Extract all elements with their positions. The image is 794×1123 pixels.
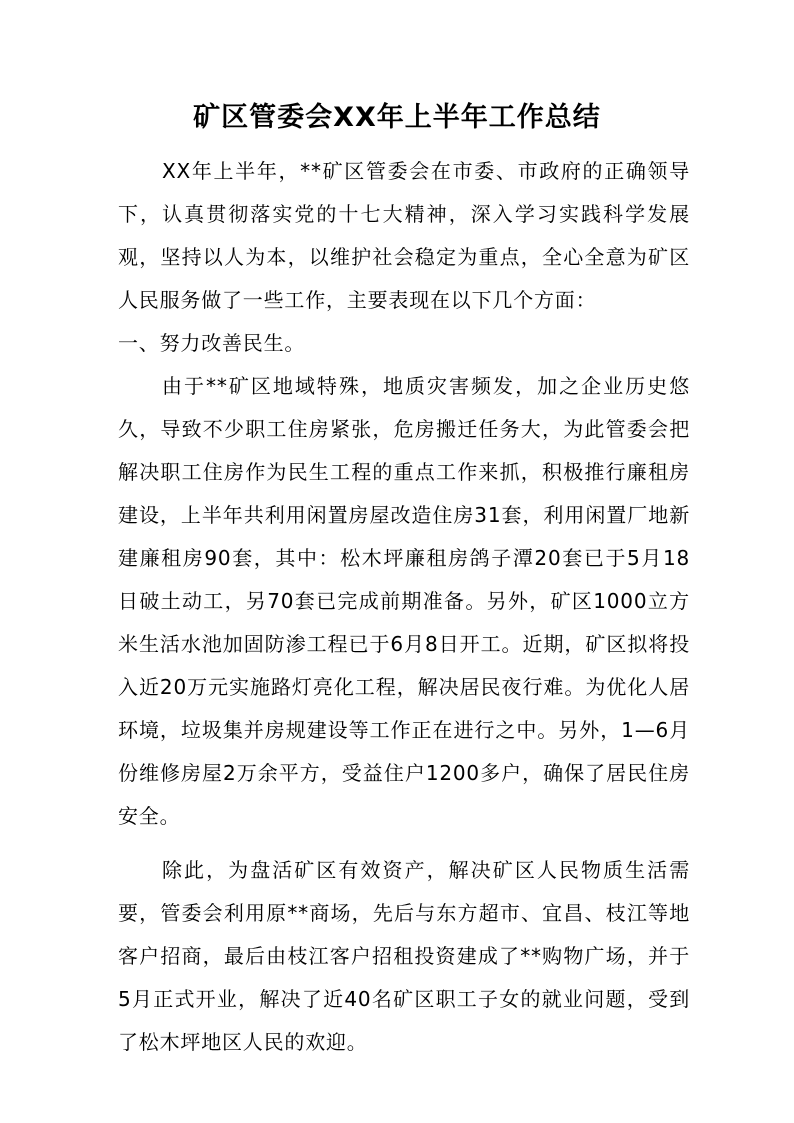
commerce-paragraph: 除此，为盘活矿区有效资产，解决矿区人民物质生活需要，管委会利用原**商场，先后与东方超市、宜昌、枝江等地客户招商，最后由枝江客户招租投资建成了**购物广场，并于5月正式开业，解决了近40名矿区职工子女的就业问题，受到了松木坪地区人民的欢迎。 [118,858,690,1054]
document-title: 矿区管委会XX年上半年工作总结 [193,102,601,133]
intro-paragraph: XX年上半年，**矿区管委会在市委、市政府的正确领导下，认真贯彻落实党的十七大精神，深入学习实践科学发展观，坚持以人为本，以维护社会稳定为重点，全心全意为矿区人民服务做了一些工作，主要表现在以下几个方面： [118,159,690,312]
document-body [118,150,690,1064]
section-heading: 一、努力改善民生。 [118,331,306,355]
housing-paragraph: 由于**矿区地域特殊，地质灾害频发，加之企业历史悠久，导致不少职工住房紧张，危房搬迁任务大，为此管委会把解决职工住房作为民生工程的重点工作来抓，积极推行廉租房建设，上半年共利用闲置房屋改造住房31套，利用闲置厂地新建廉租房90套，其中：松木坪廉租房鸽子潭20套已于5月18日破土动工，另70套已完成前期准备。另外，矿区1000立方米生活水池加固防渗工程已于6月8日开工。近期，矿区拟将投入近20万元实施路灯亮化工程，解决居民夜行难。为优化人居环境，垃圾集并房规建设等工作正在进行之中。另外，1—6月份维修房屋2万余平方，受益住户1200多户，确保了居民住房安全。 [118,374,690,828]
